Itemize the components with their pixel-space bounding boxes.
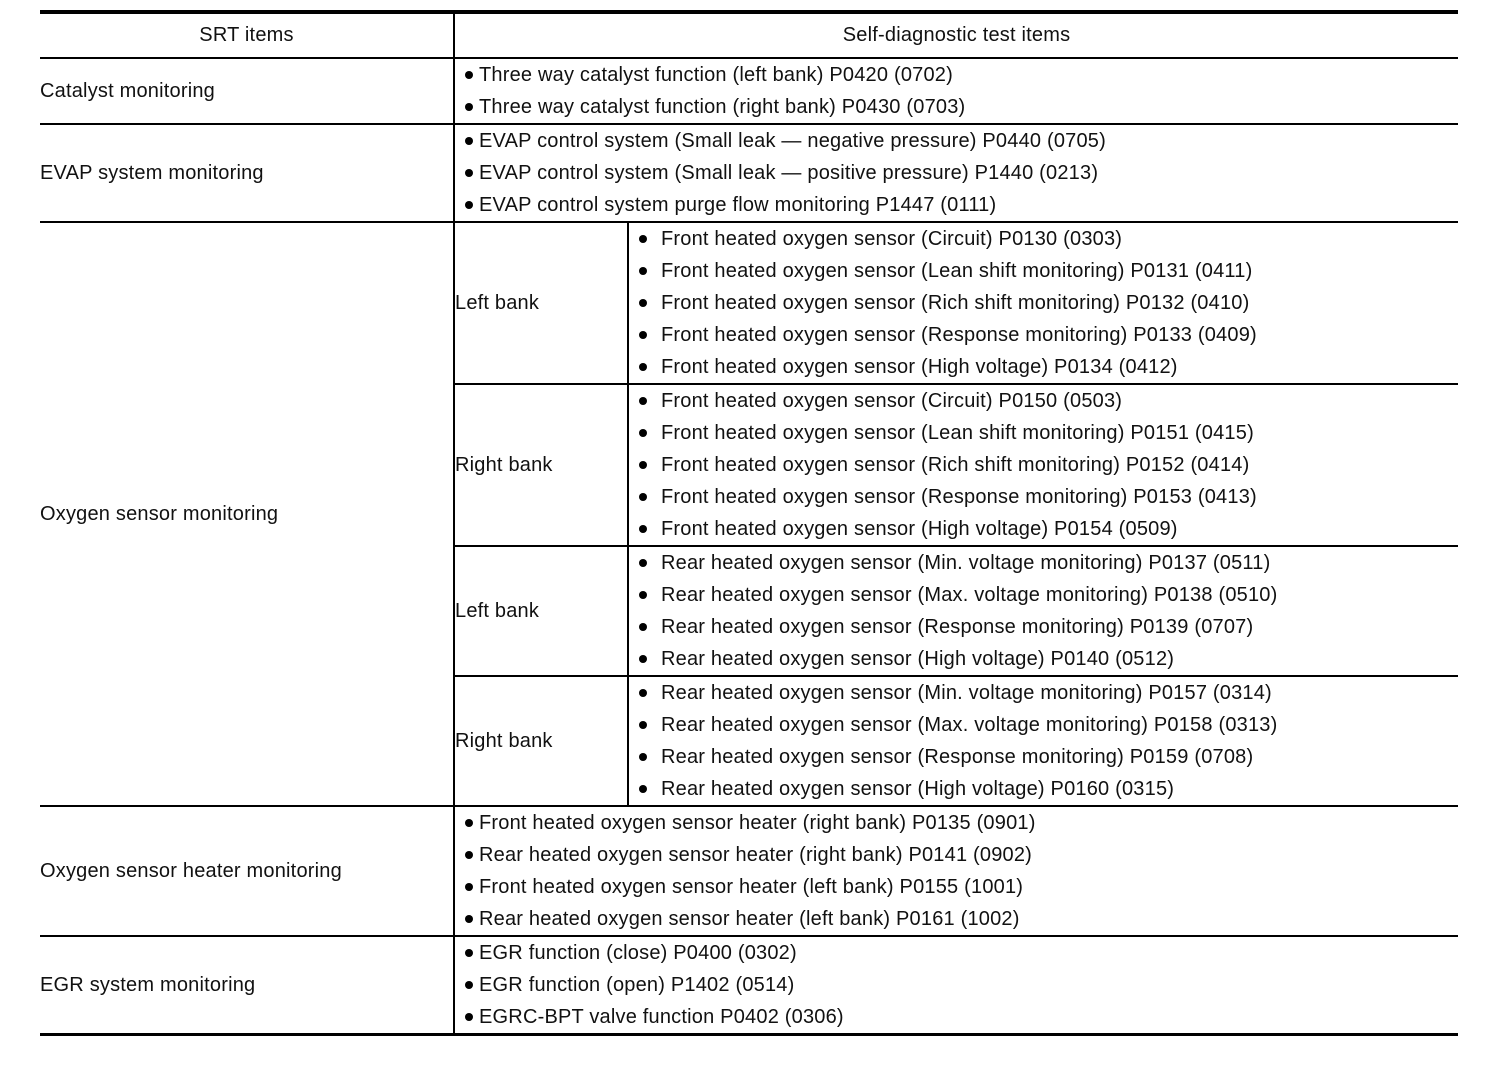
bullet-icon	[639, 267, 647, 275]
list-item	[465, 59, 1458, 91]
bullet-icon	[465, 851, 473, 859]
list-item	[465, 871, 1458, 903]
list-item-text: EVAP control system (Small leak — positive pressure) P1440 (0213)	[479, 162, 1099, 184]
bank-name-rear-right: Right bank	[454, 676, 628, 806]
list-item	[639, 579, 1458, 611]
bullet-icon	[639, 689, 647, 697]
bullet-icon	[639, 785, 647, 793]
list-item-text: Front heated oxygen sensor (Rich shift monitoring) P0152 (0414)	[661, 454, 1250, 476]
items-cell-egr	[454, 936, 1458, 1035]
list-front-left	[629, 223, 1458, 383]
bullet-icon	[639, 493, 647, 501]
list-front-right	[629, 385, 1458, 545]
list-item-text: EVAP control system (Small leak — negative pressure) P0440 (0705)	[479, 130, 1106, 152]
list-item-text: Rear heated oxygen sensor (Response monitoring) P0139 (0707)	[661, 616, 1254, 638]
list-item	[465, 189, 1458, 221]
list-item-text: Front heated oxygen sensor (High voltage) P0154 (0509)	[661, 518, 1178, 540]
list-item-text: Rear heated oxygen sensor (Max. voltage monitoring) P0138 (0510)	[661, 584, 1278, 606]
bullet-icon	[465, 981, 473, 989]
items-cell-rear-left	[628, 546, 1458, 676]
bullet-icon	[639, 331, 647, 339]
bullet-icon	[465, 71, 473, 79]
list-egr	[455, 937, 1458, 1033]
list-item	[465, 903, 1458, 935]
list-item-text: Front heated oxygen sensor heater (right bank) P0135 (0901)	[479, 812, 1036, 834]
bullet-icon	[639, 655, 647, 663]
list-item	[639, 449, 1458, 481]
list-item-text: Rear heated oxygen sensor (High voltage) P0160 (0315)	[661, 778, 1175, 800]
header-self-diagnostic-test-items: Self-diagnostic test items	[454, 12, 1458, 58]
table-header-row	[40, 12, 1458, 58]
srt-name-heater: Oxygen sensor heater monitoring	[40, 859, 342, 882]
header-srt-items: SRT items	[40, 12, 454, 58]
list-item	[639, 255, 1458, 287]
list-rear-left	[629, 547, 1458, 675]
bullet-icon	[465, 201, 473, 209]
list-catalyst	[455, 59, 1458, 123]
list-item	[639, 773, 1458, 805]
bullet-icon	[639, 559, 647, 567]
bank-name-rear-left: Left bank	[454, 546, 628, 676]
list-item	[465, 91, 1458, 123]
list-item-text: EGR function (close) P0400 (0302)	[479, 942, 797, 964]
list-item-text: Front heated oxygen sensor (Circuit) P0150 (0503)	[661, 390, 1123, 412]
list-item	[465, 157, 1458, 189]
list-item	[639, 677, 1458, 709]
bullet-icon	[465, 949, 473, 957]
items-cell-rear-right	[628, 676, 1458, 806]
row-oxygen-sensor-heater-monitoring	[40, 806, 1458, 936]
bank-name-front-left: Left bank	[454, 222, 628, 384]
list-item	[465, 969, 1458, 1001]
list-heater	[455, 807, 1458, 935]
list-item-text: Front heated oxygen sensor (High voltage) P0134 (0412)	[661, 356, 1178, 378]
list-item	[639, 223, 1458, 255]
bullet-icon	[639, 461, 647, 469]
list-item-text: Rear heated oxygen sensor (Min. voltage monitoring) P0137 (0511)	[661, 552, 1271, 574]
list-item-text: Rear heated oxygen sensor (High voltage) P0140 (0512)	[661, 648, 1175, 670]
list-item	[639, 319, 1458, 351]
list-item-text: Front heated oxygen sensor (Rich shift monitoring) P0132 (0410)	[661, 292, 1250, 314]
list-item	[639, 287, 1458, 319]
bullet-icon	[465, 915, 473, 923]
list-item-text: Front heated oxygen sensor (Lean shift monitoring) P0131 (0411)	[661, 260, 1253, 282]
srt-name-oxygen-sensor: Oxygen sensor monitoring	[40, 222, 454, 806]
list-item-text: Rear heated oxygen sensor (Min. voltage monitoring) P0157 (0314)	[661, 682, 1272, 704]
bullet-icon	[465, 103, 473, 111]
bullet-icon	[639, 753, 647, 761]
items-cell-front-right	[628, 384, 1458, 546]
bullet-icon	[639, 721, 647, 729]
bullet-icon	[639, 525, 647, 533]
bullet-icon	[639, 429, 647, 437]
list-item	[639, 547, 1458, 579]
list-item	[465, 807, 1458, 839]
list-item-text: EGRC-BPT valve function P0402 (0306)	[479, 1006, 844, 1028]
row-catalyst-monitoring	[40, 58, 1458, 124]
list-item-text: Front heated oxygen sensor (Lean shift monitoring) P0151 (0415)	[661, 422, 1254, 444]
bullet-icon	[465, 137, 473, 145]
row-egr-system-monitoring	[40, 936, 1458, 1035]
row-oxygen-front-left	[40, 222, 1458, 384]
srt-name-evap: EVAP system monitoring	[40, 161, 264, 184]
bullet-icon	[639, 591, 647, 599]
srt-table	[40, 10, 1458, 1036]
bullet-icon	[639, 623, 647, 631]
list-item-text: EVAP control system purge flow monitoring P1447 (0111)	[479, 194, 997, 216]
bullet-icon	[639, 397, 647, 405]
bank-name-front-right: Right bank	[454, 384, 628, 546]
list-item	[639, 417, 1458, 449]
list-evap	[455, 125, 1458, 221]
bullet-icon	[465, 819, 473, 827]
list-item	[465, 1001, 1458, 1033]
list-item	[639, 643, 1458, 675]
list-item	[465, 839, 1458, 871]
list-item-text: Three way catalyst function (right bank) P0430 (0703)	[479, 96, 966, 118]
list-item	[639, 611, 1458, 643]
bullet-icon	[639, 235, 647, 243]
list-item	[639, 481, 1458, 513]
items-cell-heater	[454, 806, 1458, 936]
list-item-text: Front heated oxygen sensor heater (left bank) P0155 (1001)	[479, 876, 1024, 898]
srt-name-egr: EGR system monitoring	[40, 936, 454, 1035]
bullet-icon	[465, 1013, 473, 1021]
list-item-text: Front heated oxygen sensor (Circuit) P0130 (0303)	[661, 228, 1123, 250]
items-cell-evap	[454, 124, 1458, 222]
list-item-text: Rear heated oxygen sensor (Response monitoring) P0159 (0708)	[661, 746, 1254, 768]
bullet-icon	[639, 363, 647, 371]
bullet-icon	[639, 299, 647, 307]
list-item	[639, 513, 1458, 545]
list-item	[465, 125, 1458, 157]
list-item	[639, 385, 1458, 417]
list-item-text: Three way catalyst function (left bank) P0420 (0702)	[479, 64, 953, 86]
list-item-text: Rear heated oxygen sensor (Max. voltage monitoring) P0158 (0313)	[661, 714, 1278, 736]
srt-name-catalyst: Catalyst monitoring	[40, 79, 215, 102]
list-item-text: Rear heated oxygen sensor heater (left bank) P0161 (1002)	[479, 908, 1020, 930]
list-item-text: Rear heated oxygen sensor heater (right bank) P0141 (0902)	[479, 844, 1033, 866]
bullet-icon	[465, 169, 473, 177]
list-item	[639, 709, 1458, 741]
list-item-text: EGR function (open) P1402 (0514)	[479, 974, 795, 996]
items-cell-catalyst	[454, 58, 1458, 124]
list-item-text: Front heated oxygen sensor (Response monitoring) P0153 (0413)	[661, 486, 1257, 508]
list-item	[465, 937, 1458, 969]
list-item	[639, 741, 1458, 773]
items-cell-front-left	[628, 222, 1458, 384]
list-item	[639, 351, 1458, 383]
list-item-text: Front heated oxygen sensor (Response monitoring) P0133 (0409)	[661, 324, 1257, 346]
list-rear-right	[629, 677, 1458, 805]
bullet-icon	[465, 883, 473, 891]
row-evap-system-monitoring	[40, 124, 1458, 222]
